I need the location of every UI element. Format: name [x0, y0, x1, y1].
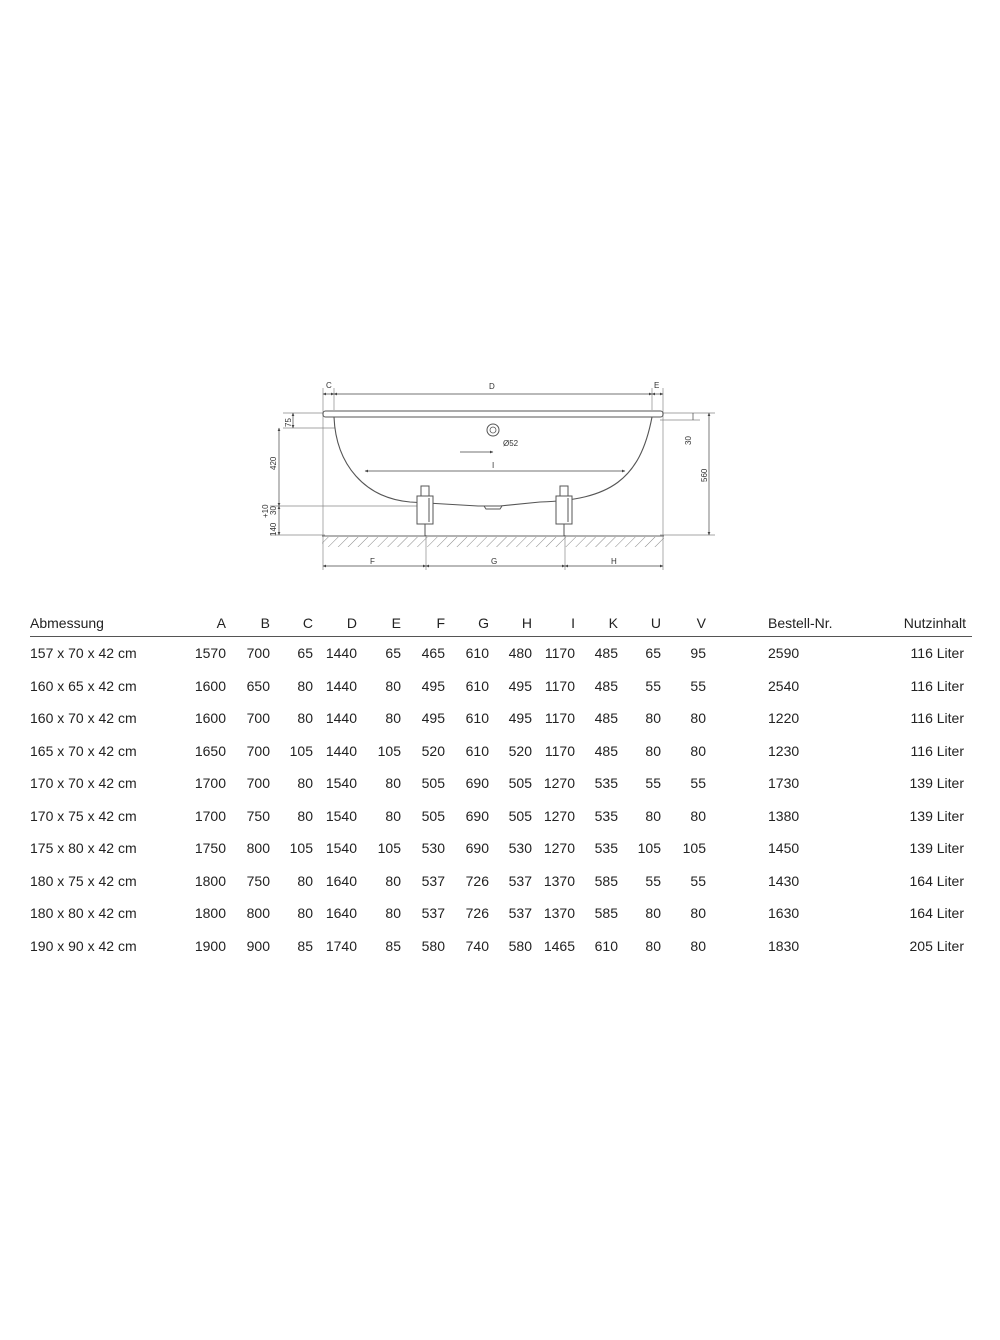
table-cell: 80	[690, 937, 706, 954]
table-cell: 585	[594, 905, 618, 922]
table-cell: 485	[594, 742, 618, 759]
table-cell: 65	[297, 645, 313, 662]
table-cell: 105	[637, 840, 661, 857]
table-cell: 139 Liter	[909, 840, 964, 857]
table-cell: 139 Liter	[909, 807, 964, 824]
table-cell: 1440	[325, 710, 357, 727]
table-row	[30, 930, 972, 963]
table-cell: 485	[594, 677, 618, 694]
table-cell: 55	[645, 775, 661, 792]
dim-label-30-left: 30	[269, 506, 278, 515]
table-cell: 105	[377, 840, 401, 857]
table-cell: 116 Liter	[910, 645, 964, 662]
header-i: I	[532, 610, 575, 637]
table-cell: 80	[645, 937, 661, 954]
table-row	[30, 735, 972, 768]
table-cell: 537	[421, 905, 445, 922]
table-cell: 480	[508, 645, 532, 662]
table-cell: 105	[289, 840, 313, 857]
table-cell: 690	[465, 807, 489, 824]
table-cell: 1700	[194, 807, 226, 824]
table-cell: 1540	[325, 807, 357, 824]
table-cell: 1230	[768, 742, 800, 759]
table-row	[30, 800, 972, 833]
table-cell: 80	[385, 677, 401, 694]
table-cell: 485	[594, 645, 618, 662]
table-cell: 505	[421, 775, 445, 792]
table-cell: 726	[465, 905, 489, 922]
table-cell: 1630	[768, 905, 800, 922]
dim-label-g: G	[491, 557, 498, 566]
table-cell: 105	[377, 742, 401, 759]
table-cell: 1170	[544, 742, 575, 759]
table-cell: 520	[421, 742, 445, 759]
table-cell: 1750	[194, 840, 226, 857]
table-cell: 495	[421, 677, 445, 694]
table-cell: 80	[297, 710, 313, 727]
table-cell: 1540	[325, 775, 357, 792]
table-cell: 85	[385, 937, 401, 954]
table-cell: 105	[682, 840, 706, 857]
table-cell: 1370	[543, 905, 575, 922]
table-cell: 95	[690, 645, 706, 662]
table-cell: 190 x 90 x 42 cm	[30, 937, 137, 954]
table-cell: 537	[421, 872, 445, 889]
table-cell: 85	[297, 937, 313, 954]
table-cell: 700	[246, 742, 270, 759]
table-cell: 650	[246, 677, 270, 694]
table-cell: 485	[594, 710, 618, 727]
table-cell: 495	[508, 710, 532, 727]
header-bestell-nr: Bestell-Nr.	[706, 610, 836, 637]
table-cell: 800	[246, 840, 270, 857]
table-cell: 160 x 70 x 42 cm	[30, 710, 137, 727]
table-cell: 80	[690, 710, 706, 727]
table-cell: 1570	[194, 645, 226, 662]
table-cell: 175 x 80 x 42 cm	[30, 840, 137, 857]
table-cell: 535	[594, 840, 618, 857]
table-cell: 180 x 80 x 42 cm	[30, 905, 137, 922]
table-cell: 1465	[543, 937, 575, 954]
dim-label-c: C	[326, 381, 332, 390]
table-cell: 1170	[544, 710, 575, 727]
header-b: B	[226, 610, 270, 637]
table-cell: 80	[385, 775, 401, 792]
table-cell: 465	[421, 645, 445, 662]
table-cell: 537	[508, 872, 532, 889]
header-a: A	[180, 610, 226, 637]
table-cell: 80	[385, 872, 401, 889]
table-cell: 1640	[325, 872, 357, 889]
table-cell: 80	[297, 905, 313, 922]
table-cell: 537	[508, 905, 532, 922]
table-cell: 610	[465, 645, 489, 662]
table-cell: 1800	[194, 905, 226, 922]
table-cell: 1270	[543, 807, 575, 824]
table-cell: 80	[645, 742, 661, 759]
table-cell: 700	[246, 775, 270, 792]
floor-hatching	[322, 537, 664, 547]
table-cell: 690	[465, 775, 489, 792]
table-cell: 139 Liter	[909, 775, 964, 792]
table-cell: 55	[645, 872, 661, 889]
table-cell: 1440	[325, 645, 357, 662]
table-cell: 80	[385, 710, 401, 727]
table-cell: 1540	[325, 840, 357, 857]
table-cell: 610	[594, 937, 618, 954]
dim-label-f: F	[370, 557, 375, 566]
dim-label-h: H	[611, 557, 617, 566]
table-cell: 164 Liter	[909, 905, 964, 922]
table-cell: 740	[465, 937, 489, 954]
table-cell: 535	[594, 775, 618, 792]
table-cell: 116 Liter	[910, 677, 964, 694]
header-h: H	[489, 610, 532, 637]
table-cell: 800	[246, 905, 270, 922]
table-cell: 700	[246, 645, 270, 662]
table-cell: 80	[645, 905, 661, 922]
table-cell: 1600	[194, 710, 226, 727]
table-cell: 505	[508, 775, 532, 792]
table-header-row	[30, 610, 972, 637]
dim-label-420: 420	[269, 456, 278, 470]
table-cell: 1600	[194, 677, 226, 694]
table-cell: 726	[465, 872, 489, 889]
table-cell: 580	[421, 937, 445, 954]
table-cell: 55	[690, 872, 706, 889]
table-cell: 1650	[194, 742, 226, 759]
table-row	[30, 832, 972, 865]
table-cell: 65	[645, 645, 661, 662]
overflow-outer	[487, 424, 499, 436]
table-cell: 80	[297, 807, 313, 824]
table-cell: 55	[690, 775, 706, 792]
table-cell: 80	[690, 742, 706, 759]
table-cell: 610	[465, 677, 489, 694]
table-cell: 610	[465, 710, 489, 727]
table-cell: 1270	[543, 775, 575, 792]
table-cell: 610	[465, 742, 489, 759]
table-cell: 164 Liter	[909, 872, 964, 889]
dim-label-d: D	[489, 382, 495, 391]
table-cell: 505	[508, 807, 532, 824]
header-abmessung: Abmessung	[30, 610, 180, 637]
table-cell: 116 Liter	[910, 742, 964, 759]
dim-label-75: 75	[284, 418, 293, 427]
table-cell: 900	[246, 937, 270, 954]
table-cell: 1380	[768, 807, 800, 824]
table-cell: 1440	[325, 742, 357, 759]
table-cell: 520	[508, 742, 532, 759]
table-cell: 205 Liter	[909, 937, 964, 954]
header-u: U	[618, 610, 661, 637]
table-cell: 1700	[194, 775, 226, 792]
table-cell: 65	[385, 645, 401, 662]
header-d: D	[313, 610, 357, 637]
tub-rim	[323, 411, 663, 417]
table-cell: 80	[297, 677, 313, 694]
table-cell: 80	[385, 905, 401, 922]
table-cell: 170 x 70 x 42 cm	[30, 775, 137, 792]
table-cell: 1740	[325, 937, 357, 954]
table-cell: 80	[645, 710, 661, 727]
table-cell: 535	[594, 807, 618, 824]
table-cell: 530	[421, 840, 445, 857]
dim-label-i: I	[492, 461, 495, 470]
table-cell: 1800	[194, 872, 226, 889]
table-cell: 160 x 65 x 42 cm	[30, 677, 137, 694]
table-cell: 2590	[768, 645, 800, 662]
header-g: G	[445, 610, 489, 637]
table-cell: 116 Liter	[910, 710, 964, 727]
table-cell: 495	[508, 677, 532, 694]
table-cell: 530	[508, 840, 532, 857]
header-k: K	[575, 610, 618, 637]
dim-label-drain: Ø52	[503, 439, 519, 448]
table-cell: 165 x 70 x 42 cm	[30, 742, 137, 759]
table-cell: 170 x 75 x 42 cm	[30, 807, 137, 824]
table-cell: 505	[421, 807, 445, 824]
table-row	[30, 897, 972, 930]
table-cell: 1830	[768, 937, 800, 954]
table-row	[30, 865, 972, 898]
table-cell: 750	[246, 807, 270, 824]
header-e: E	[357, 610, 401, 637]
table-cell: 495	[421, 710, 445, 727]
table-row	[30, 670, 972, 703]
table-cell: 700	[246, 710, 270, 727]
table-cell: 1450	[768, 840, 800, 857]
table-cell: 2540	[768, 677, 800, 694]
dimensions-table	[30, 610, 972, 962]
table-cell: 80	[297, 775, 313, 792]
table-cell: 55	[645, 677, 661, 694]
table-cell: 1220	[768, 710, 800, 727]
table-cell: 1430	[768, 872, 800, 889]
header-f: F	[401, 610, 445, 637]
dim-label-plus10: +10	[261, 504, 270, 518]
table-cell: 1900	[194, 937, 226, 954]
header-c: C	[270, 610, 313, 637]
table-cell: 1370	[543, 872, 575, 889]
table-cell: 750	[246, 872, 270, 889]
table-cell: 585	[594, 872, 618, 889]
table-cell: 1270	[543, 840, 575, 857]
header-v: V	[661, 610, 706, 637]
table-cell: 690	[465, 840, 489, 857]
table-cell: 105	[289, 742, 313, 759]
table-cell: 1440	[325, 677, 357, 694]
table-cell: 1170	[544, 645, 575, 662]
table-cell: 580	[508, 937, 532, 954]
dim-label-560: 560	[700, 468, 709, 482]
table-cell: 55	[690, 677, 706, 694]
table-cell: 1170	[544, 677, 575, 694]
table-body	[30, 637, 972, 963]
dim-label-e: E	[654, 381, 660, 390]
table-row	[30, 702, 972, 735]
dim-label-30-right: 30	[684, 436, 693, 445]
table-row	[30, 767, 972, 800]
table-cell: 157 x 70 x 42 cm	[30, 645, 137, 662]
table-cell: 80	[297, 872, 313, 889]
bathtub-technical-drawing	[0, 370, 1000, 580]
table-cell: 180 x 75 x 42 cm	[30, 872, 137, 889]
table-cell: 80	[690, 905, 706, 922]
header-nutzinhalt: Nutzinhalt	[836, 610, 972, 637]
table-cell: 80	[385, 807, 401, 824]
table-cell: 80	[645, 807, 661, 824]
table-row	[30, 637, 972, 670]
table-cell: 80	[690, 807, 706, 824]
dim-label-140: 140	[269, 522, 278, 536]
table-cell: 1640	[325, 905, 357, 922]
table-cell: 1730	[768, 775, 800, 792]
